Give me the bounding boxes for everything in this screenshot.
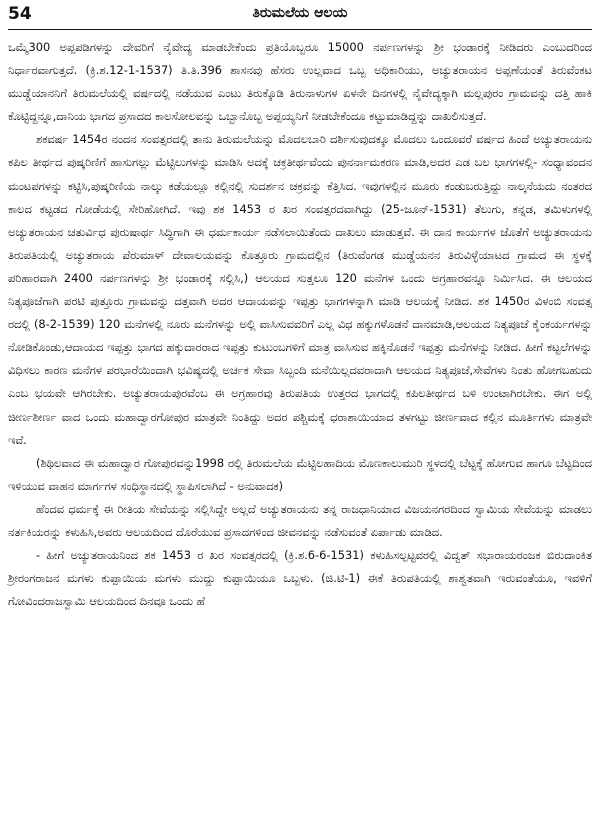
paragraph-2: ಶಕವರ್ಷ 1454ರ ನಂದನ ಸಂವತ್ಸರದಲ್ಲಿ ತಾನು ತಿರುಮಲೆಯನ್ನು ಮೊದಲಬಾರಿ ದರ್ಶಿಸುವುದಕ್ಕೂ ಮೊದಲು ಒಂದೂವರೆ ವರ್ಷದ ಹಿಂದೆ ಅಚ್ಯುತರಾಯನು ಕಪಿಲ ತೀರ್ಥದ ಪುಷ್ಕರಿಣಿಗೆ ಹಾಸುಗಲ್ಲು ಮೆಟ್ಟಿಲುಗಳನ್ನು ಮಾಡಿಸಿ ಅದಕ್ಕೆ ಚಕ್ರತೀರ್ಥವೆಂದು ಪುನರ್ನಾಮಕರಣ ಮಾಡಿ,ಅದರ ಎಡ ಬಲ ಭಾಗಗಳಲ್ಲಿ- ಸಂಧ್ಯಾವಂದನ ಮಂಟಪಗಳನ್ನು ಕಟ್ಟಿಸಿ,ಪುಷ್ಕರಿಣಿಯ ನಾಲ್ಕು ಕಡೆಯಲ್ಲೂ ಕಲ್ಲಿನಲ್ಲಿ ಸುದರ್ಶನ ಚಕ್ರವನ್ನು ಕೆತ್ತಿಸಿದ. ಇವುಗಳಲ್ಲಿನ ಮೂರು ಕಂಡುಬರುತ್ತಿದ್ದು ನಾಲ್ಕನೆಯದು ನಂತರದ ಕಾಲದ ಕಟ್ಟಡದ ಗೋಡೆಯಲ್ಲಿ ಸೇರಿಹೋಗಿದೆ. ಇವು ಶಕ 1453 ರ ಖರ ಸಂವತ್ಸರದವಾಗಿದ್ದು (25-ಜೂನ್-1531) ತೆಲುಗು, ಕನ್ನಡ, ತಮಿಳುಗಳಲ್ಲಿ ಅಚ್ಯುತರಾಯನ ಚತುರ್ವಿಧ ಪುರುಷಾರ್ಥ ಸಿದ್ಧಿಗಾಗಿ ಈ ಧರ್ಮಕಾರ್ಯ ನಡೆಸಲಾಯಿತೆಂದು ದಾಖಲು ಮಾಡುತ್ತವೆ. ಈ ದಾನ ಕಾರ್ಯಗಳ ಜೊತೆಗೆ ಅಚ್ಯುತರಾಯನು ತಿರುಪತಿಯಲ್ಲಿ ಅಚ್ಯುತರಾಯ ಪೆರುಮಾಳ್ ದೇವಾಲಯವನ್ನು ಕೊತ್ತೂರು ಗ್ರಾಮದಲ್ಲಿನ (ತಿರುವೆಂಗಡ ಮುಡ್ಡೆಯನನ ತಿರುವಿಳ್ಳೆಯಾಟದ ಗ್ರಾಮದ ಈ ಸ್ಥಳಕ್ಕೆ ಪರಿಹಾರವಾಗಿ 2400 ನರ್ಪಣಗಳನ್ನು ಶ್ರೀ ಭಂಡಾರಕ್ಕೆ ಸಲ್ಲಿಸಿ,) ಆಲಯದ ಸುತ್ತಲೂ 120 ಮನೆಗಳ ಒಂದು ಅಗ್ರಹಾರವನ್ನೂ ನಿರ್ಮಿಸಿದ. ಈ ಆಲಯದ ನಿತ್ಯಪೂಜೆಗಾಗಿ ಪರಟಿ ಪುತ್ತೂರು ಗ್ರಾಮವನ್ನು ದತ್ತವಾಗಿ ಅದರ ಆದಾಯವನ್ನು ಇಪ್ಪತ್ತು ಭಾಗಗಳನ್ನಾಗಿ ಮಾಡಿ ಆಲಯಕ್ಕೆ ನೀಡಿದ. ಶಕ 1450ರ ವಿಳಂಬಿ ಸಂವತ್ಸ ರದಲ್ಲಿ (8-2-1539) 120 ಮನೆಗಳಲ್ಲಿ ನೂರು ಮನೆಗಳನ್ನು ಅಲ್ಲಿ ವಾಸಿಸುವವರಿಗೆ ಎಲ್ಲ ವಿಧ ಹಕ್ಕುಗಳೊಡನೆ ದಾನಮಾಡಿ,ಆಲಯದ ನಿತ್ಯಪೂಜೆ ಕೈಂಕರ್ಯಗಳನ್ನು ನೋಡಿಕೊಂಡು,ಆದಾಯದ ಇಪ್ಪತ್ತು ಭಾಗದ ಹಕ್ಕುದಾರರಾದ ಇಪ್ಪತ್ತು ಕುಟುಂಬಗಳಿಗೆ ಮಾತ್ರ ವಾಸಿಸುವ ಹಕ್ಕಿನೊಡನೆ ಇಪ್ಪತ್ತು ಮನೆಗಳನ್ನು ನೀಡಿದ. ಹೀಗೆ ಕಟ್ಟಲೆಗಳನ್ನು ವಿಧಿಸಲು ಕಾರಣ ಮನೆಗಳ ಪರಭಾರೆಯಿಂದಾಗಿ ಭವಿಷ್ಯದಲ್ಲಿ ಅರ್ಚಕ ಸೇವಾ ಸಿಬ್ಬಂದಿ ಮನೆಯಿಲ್ಲದವರಾದಾಗಿ ಆಲಯದ ನಿತ್ಯಪೂಜೆ,ಸೇವೆಗಳು ನಿಂತು ಹೋಗಬಹುದು ಎಂಬ ಭಯವೇ ಆಗಿರಬೇಕು. ಅಚ್ಯುತರಾಯಪುರವೆಂಬ ಈ ಅಗ್ರಹಾರವು ತಿರುಪತಿಯ ಉತ್ತರದ ಭಾಗದಲ್ಲಿ ಕಪಿಲತೀರ್ಥದ ಬಳಿ ಉಂಟಾಗಿರಬೇಕು. ಈಗ ಅಲ್ಲಿ ಜೀರ್ಣಶೀರ್ಣ ವಾದ ಒಂದು ಮಹಾದ್ವಾರಗೋಪುರ ಮಾತ್ರವೇ ನಿಂತಿದ್ದು ಅದರ ಪಶ್ಚಿಮಕ್ಕೆ ಧರಾಶಾಯಿಯಾದ ತಳಗಟ್ಟು ಜೀರ್ಣವಾದ ಕಲ್ಲಿನ ಮೂರ್ತಿಗಳು ಮಾತ್ರವೇ ಇವೆ.: [8, 132, 592, 447]
paragraph-1: ಒಮ್ಮೆ300 ಅಪ್ಪಪಡಿಗಳನ್ನು ದೇವರಿಗೆ ನೈವೇದ್ಯ ಮಾಡಬೇಕೆಂದು ಪ್ರತಿಯೊಬ್ಬರೂ 15000 ನರ್ಪಣಗಳನ್ನು ಶ್ರೀ ಭಂಡಾರಕ್ಕೆ ನೀಡಿದರು ಎಂಬುದರಿಂದ ನಿರ್ಧಾರವಾಗುತ್ತದೆ. (ಕ್ರಿ.ಶ.12-1-1537) ತಿ.ತಿ.396 ಶಾಸನವು ಹೆಸರು ಉಲ್ಲವಾದ ಒಬ್ಬ ಅಧಿಕಾರಿಯು, ಅಚ್ಯುತರಾಯನ ಅಪ್ಪಣೆಯಂತೆ ತಿರುವೆಂಕಟ ಮುಡ್ಡೆಯಾನನಿಗೆ ತಿರುಮಲೆಯಲ್ಲಿ ವರ್ಷದಲ್ಲಿ ನಡೆಯುವ ಎಂಟು ತಿರುಕ್ಕೊಡಿ ತಿರುನಾಳುಗಳ ಏಳನೇ ದಿನಗಳಲ್ಲಿ ನೈವೇದ್ಯಕ್ಕಾಗಿ ಮಲ್ಲಪುರಂ ಗ್ರಾಮವನ್ನು ದತ್ತಿ ಹಾಕಿ ಕೊಟ್ಟಿದ್ದನ್ನೂ,ದಾನಿಯ ಭಾಗದ ಪ್ರಸಾದದ ಕಾಲಸೋಲವನ್ನು ಒಬ್ಬಾನೊಬ್ಬ ಅಪ್ಪಯ್ಯನಿಗೆ ನೀಡಬೇಕೆಂದೂ ಕಟ್ಟುಮಾಡಿದ್ದನ್ನು ದಾಖಲಿಸುತ್ತದೆ.: [8, 40, 592, 124]
body-text: [8, 36, 592, 613]
running-title: ತಿರುಮಲೆಯ ಆಲಯ: [252, 5, 348, 21]
paragraph-4: ಹೆಂದವ ಧರ್ಮಕ್ಕೆ ಈ ರೀತಿಯ ಸೇವೆಯನ್ನು ಸಲ್ಲಿಸಿದ್ದೇ ಅಲ್ಲದೆ ಅಚ್ಯುತರಾಯನು ತನ್ನ ರಾಜಧಾನಿಯಾದ ವಿಜಯನಗರದಿಂದ ಸ್ವಾಮಿಯ ಸೇವೆಯನ್ನು ಮಾಡಲು ನರ್ತಕಿಯರನ್ನು ಕಳುಹಿಸಿ,ಅವರು ಆಲಯದಿಂದ ದೊರೆಯುವ ಪ್ರಸಾದಗಳಿಂದ ಜೀವನವನ್ನು ನಡೆಸುವಂತೆ ಏರ್ಪಾಡು ಮಾಡಿದ.: [8, 501, 592, 539]
paragraph-5: - ಹೀಗೆ ಅಚ್ಯುತರಾಯನಿಂದ ಶಕ 1453 ರ ಖರ ಸಂವತ್ಸರದಲ್ಲಿ (ಕ್ರಿ.ಶ.6-6-1531) ಕಳುಹಿಸಲ್ಪಟ್ಟವರಲ್ಲಿ ವಿದ್ವತ್ ಸಭಾರಾಯರಂಜಕ ಬಿರುದಾಂಕಿತ ಶ್ರೀರಂಗರಾಜನ ಮಗಳು ಕುಪ್ಪಾಯಿಯ ಮಗಳು ಮುದ್ದು ಕುಪ್ಪಾಯಿಯೂ ಒಬ್ಬಳು. (ಜಿ.ಟಿ-1) ಈಕೆ ತಿರುಪತಿಯಲ್ಲಿ ಶಾಶ್ವತವಾಗಿ ಇರುವಂತೆಯೂ, ಇವಳಿಗೆ ಗೋವಿಂದರಾಜಸ್ವಾಮಿ ಆಲಯದಿಂದ ದಿನವೂ ಒಂದು ಹೆ: [8, 548, 592, 609]
paragraph-3: (ಶಿಥಿಲವಾದ ಈ ಮಹಾದ್ವಾರ ಗೋಪುರವನ್ನು1998 ರಲ್ಲಿ ತಿರುಮಲೆಯ ಮೆಟ್ಟಿಲಹಾದಿಯ ಮೊಣಕಾಲುಮುರಿ ಸ್ಥಳದಲ್ಲಿ ಬೆಟ್ಟಕ್ಕೆ ಹೋಗುವ ಹಾಗೂ ಬೆಟ್ಟದಿಂದ ಇಳಿಯುವ ವಾಹನ ಮಾರ್ಗಗಳ ಸಂಧಿಸ್ಥಾನದಲ್ಲಿ ಸ್ಥಾಪಿಸಲಾಗಿದೆ - ಅನುವಾದಕ): [8, 455, 592, 493]
page-header: [8, 3, 592, 30]
page-number: 54: [8, 4, 32, 24]
